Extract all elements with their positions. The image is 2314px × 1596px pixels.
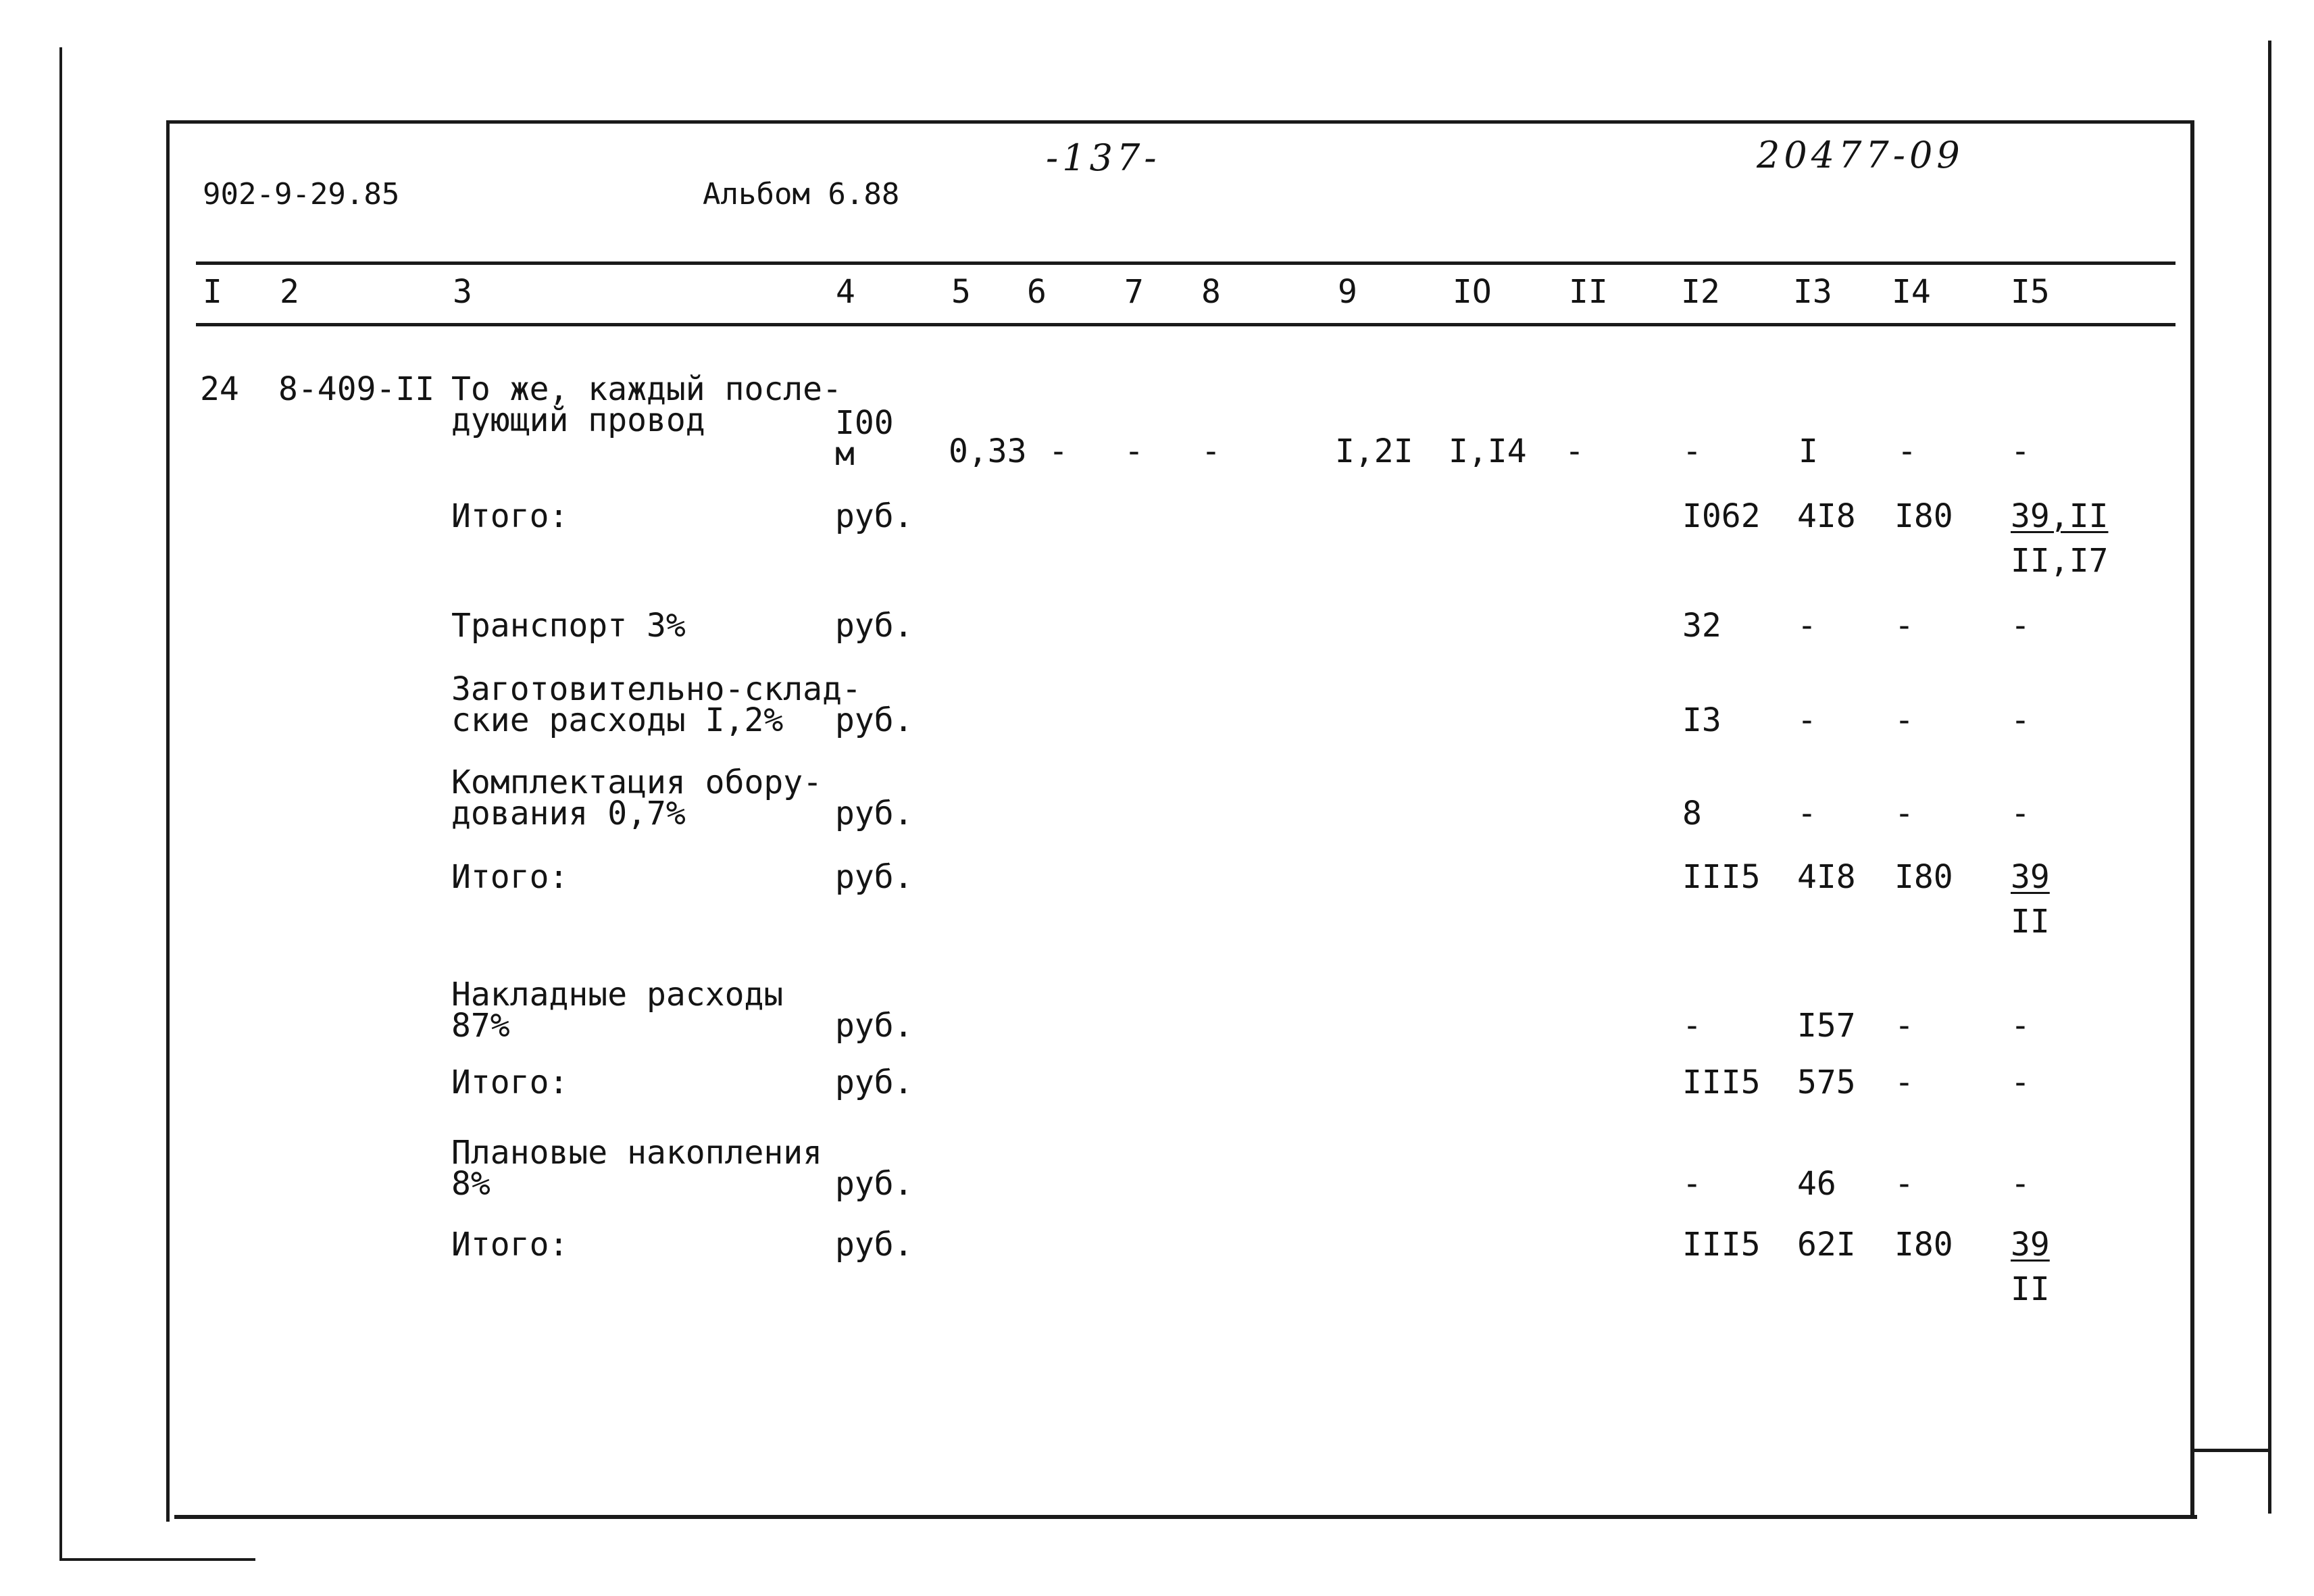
- row-label-line-1: Накладные расходы: [451, 976, 784, 1014]
- inventory-number: 20477-09: [1757, 134, 1964, 176]
- header-rule-top: [196, 261, 2175, 265]
- row-col-14: I80: [1894, 858, 1953, 896]
- row-label-line-2: 87%: [451, 1007, 510, 1045]
- header-rule-bottom: [196, 323, 2175, 326]
- row-unit: руб.: [835, 701, 913, 739]
- page-number: -137-: [1046, 136, 1161, 179]
- row-col-14: -: [1894, 1165, 1914, 1203]
- row-col-12: 32: [1682, 607, 1721, 645]
- album-label: Альбом 6.88: [703, 177, 900, 211]
- row-col-13: 62I: [1797, 1226, 1856, 1264]
- row-label-line-1: Итого:: [451, 1064, 569, 1101]
- row-col-13: -: [1797, 795, 1817, 832]
- item-col-13: I: [1799, 432, 1818, 470]
- row-col-14: I80: [1894, 1226, 1953, 1264]
- row-col-13: I57: [1797, 1007, 1856, 1045]
- row-col-12: III5: [1682, 1064, 1761, 1101]
- row-col-14: -: [1894, 701, 1914, 739]
- frame-right-tick: [2194, 1449, 2269, 1452]
- row-label-line-1: Комплектация обору-: [451, 764, 823, 801]
- row-col-12: III5: [1682, 858, 1761, 896]
- frame-right: [2190, 120, 2194, 1519]
- row-col-13: 46: [1797, 1165, 1836, 1203]
- row-label-line-2: ские расходы I,2%: [451, 701, 784, 739]
- row-unit: руб.: [835, 1165, 913, 1203]
- row-col-15-top: 39: [2011, 1226, 2050, 1264]
- row-col-14: -: [1894, 1007, 1914, 1045]
- col-header-1: I: [203, 273, 222, 311]
- row-col-13: -: [1797, 701, 1817, 739]
- row-col-13: 575: [1797, 1064, 1856, 1101]
- col-header-11: II: [1569, 273, 1608, 311]
- row-label-line-1: Итого:: [451, 1226, 569, 1264]
- row-unit: руб.: [835, 858, 913, 896]
- col-header-4: 4: [836, 273, 855, 311]
- row-unit: руб.: [835, 1064, 913, 1101]
- item-col-8: -: [1201, 432, 1221, 470]
- left-margin-line: [59, 47, 62, 1561]
- item-col-15: -: [2011, 432, 2030, 470]
- row-col-15-top: -: [2011, 607, 2030, 645]
- col-header-8: 8: [1201, 273, 1221, 311]
- item-col-10: I,I4: [1449, 432, 1527, 470]
- row-col-13: 4I8: [1797, 497, 1856, 535]
- item-col-5: 0,33: [949, 432, 1027, 470]
- row-label-line-1: Заготовительно-склад-: [451, 670, 861, 708]
- col-header-12: I2: [1681, 273, 1720, 311]
- col-header-2: 2: [280, 273, 299, 311]
- frame-top: [166, 120, 2192, 124]
- row-col-15-bottom: II: [2011, 903, 2050, 941]
- row-col-12: I062: [1682, 497, 1761, 535]
- row-col-15-top: 39,II: [2011, 497, 2109, 535]
- row-col-13: 4I8: [1797, 858, 1856, 896]
- item-col-9: I,2I: [1335, 432, 1413, 470]
- col-header-6: 6: [1027, 273, 1047, 311]
- row-label-line-1: Итого:: [451, 858, 569, 896]
- col-header-15: I5: [2011, 273, 2050, 311]
- item-col-12: -: [1682, 432, 1702, 470]
- frame-bottom: [174, 1515, 2197, 1519]
- item-col-6: -: [1049, 432, 1068, 470]
- row-col-15-top: -: [2011, 795, 2030, 832]
- item-col-14: -: [1897, 432, 1917, 470]
- row-unit: руб.: [835, 607, 913, 645]
- row-col-12: 8: [1682, 795, 1702, 832]
- item-name-line-1: То же, каждый после-: [451, 370, 842, 408]
- item-number: 24: [200, 370, 239, 408]
- col-header-14: I4: [1892, 273, 1931, 311]
- document-code: 902-9-29.85: [203, 177, 400, 211]
- row-col-12: -: [1682, 1165, 1702, 1203]
- row-col-15-bottom: II: [2011, 1270, 2050, 1308]
- row-col-14: I80: [1894, 497, 1953, 535]
- item-name-line-2: дующий провод: [451, 401, 705, 439]
- row-unit: руб.: [835, 1007, 913, 1045]
- bottom-margin-line: [59, 1558, 255, 1561]
- row-label-line-1: Плановые накопления: [451, 1134, 823, 1172]
- row-col-14: -: [1894, 795, 1914, 832]
- col-header-5: 5: [951, 273, 971, 311]
- row-col-15-top: -: [2011, 1064, 2030, 1101]
- row-col-12: III5: [1682, 1226, 1761, 1264]
- row-col-13: -: [1797, 607, 1817, 645]
- col-header-3: 3: [453, 273, 472, 311]
- col-header-7: 7: [1124, 273, 1144, 311]
- item-unit-line-1: I00: [835, 404, 894, 442]
- row-unit: руб.: [835, 795, 913, 832]
- item-code: 8-409-II: [278, 370, 435, 408]
- item-unit-line-2: м: [835, 435, 855, 473]
- row-label-line-1: Транспорт 3%: [451, 607, 686, 645]
- row-col-14: -: [1894, 607, 1914, 645]
- row-label-line-2: 8%: [451, 1165, 491, 1203]
- row-col-12: I3: [1682, 701, 1721, 739]
- row-col-15-bottom: II,I7: [2011, 542, 2109, 580]
- row-label-line-2: дования 0,7%: [451, 795, 686, 832]
- row-label-line-1: Итого:: [451, 497, 569, 535]
- frame-left: [166, 120, 170, 1522]
- item-col-11: -: [1565, 432, 1584, 470]
- item-col-7: -: [1124, 432, 1144, 470]
- col-header-9: 9: [1338, 273, 1357, 311]
- row-col-14: -: [1894, 1064, 1914, 1101]
- col-header-10: IO: [1453, 273, 1492, 311]
- row-unit: руб.: [835, 1226, 913, 1264]
- col-header-13: I3: [1793, 273, 1832, 311]
- row-col-15-top: -: [2011, 701, 2030, 739]
- row-col-12: -: [1682, 1007, 1702, 1045]
- row-unit: руб.: [835, 497, 913, 535]
- row-col-15-top: 39: [2011, 858, 2050, 896]
- right-margin-line: [2268, 41, 2271, 1514]
- row-col-15-top: -: [2011, 1165, 2030, 1203]
- row-col-15-top: -: [2011, 1007, 2030, 1045]
